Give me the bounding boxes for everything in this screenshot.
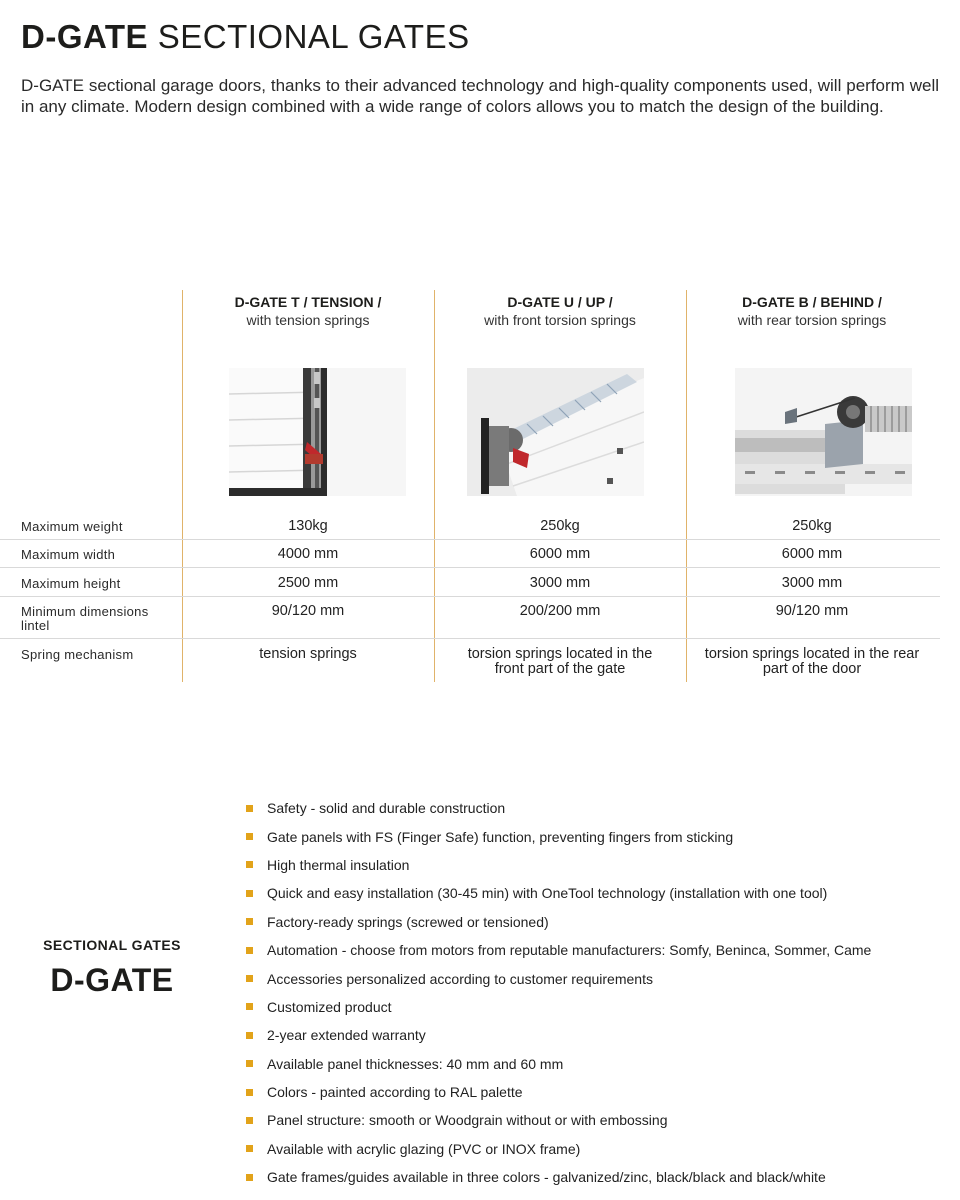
- tension-spring-gate-photo: [229, 368, 406, 496]
- rear-torsion-spring-gate-photo: [735, 368, 912, 496]
- feature-text: Customized product: [267, 998, 392, 1015]
- title-rest: SECTIONAL GATES: [148, 18, 470, 55]
- list-item: [246, 964, 871, 992]
- spec-value: tension springs: [259, 646, 357, 662]
- list-item: [246, 936, 871, 964]
- column-divider: [182, 290, 183, 682]
- spec-value: 250kg: [540, 518, 580, 534]
- brand-name: D-GATE: [50, 962, 174, 998]
- spec-value: 4000 mm: [277, 546, 339, 562]
- bullet-icon: [246, 805, 253, 812]
- feature-text: Gate panels with FS (Finger Safe) function, preventing fingers from sticking: [267, 828, 734, 845]
- spec-label-max-height: Maximum height: [21, 576, 121, 591]
- feature-text: 2-year extended warranty: [267, 1027, 426, 1044]
- column-divider: [434, 290, 435, 682]
- list-item: [246, 908, 871, 936]
- bullet-icon: [246, 890, 253, 897]
- title-brand: D-GATE: [21, 18, 149, 55]
- spec-value: 3000 mm: [781, 575, 843, 591]
- list-item: [246, 1021, 871, 1049]
- list-item: [246, 879, 871, 907]
- spec-value: 2500 mm: [277, 575, 339, 591]
- front-torsion-spring-gate-photo: [467, 368, 644, 496]
- spec-value: torsion springs located in the rear part of the door: [704, 646, 920, 677]
- product-header-up: [434, 293, 686, 330]
- row-divider: [0, 596, 940, 597]
- product-name: D-GATE T / TENSION /: [234, 294, 382, 310]
- list-item: [246, 1050, 871, 1078]
- list-item: [246, 1135, 871, 1163]
- bullet-icon: [246, 1145, 253, 1152]
- list-item: [246, 1106, 871, 1134]
- spec-value: 90/120 mm: [775, 603, 849, 619]
- list-item: [246, 1078, 871, 1106]
- product-name: D-GATE B / BEHIND /: [742, 294, 882, 310]
- spec-label-spring-mechanism: Spring mechanism: [21, 647, 134, 662]
- bullet-icon: [246, 1032, 253, 1039]
- feature-text: Colors - painted according to RAL palette: [267, 1084, 523, 1101]
- spec-value: 6000 mm: [781, 546, 843, 562]
- intro-paragraph: D-GATE sectional garage doors, thanks to their advanced technology and high-quality components used, will perform well in any climate. Modern design combined with a wide range of colors allows you to match the design of the building.: [21, 76, 939, 116]
- list-item: [246, 993, 871, 1021]
- list-item: [246, 1163, 871, 1191]
- feature-text: Gate frames/guides available in three colors - galvanized/zinc, black/black and black/white: [267, 1169, 826, 1186]
- product-name: D-GATE U / UP /: [507, 294, 613, 310]
- product-subtitle: with rear torsion springs: [737, 312, 887, 328]
- list-item: [246, 822, 871, 850]
- feature-text: Safety - solid and durable construction: [267, 800, 506, 817]
- bullet-icon: [246, 1174, 253, 1181]
- feature-list: [246, 794, 871, 1191]
- page-title: [21, 18, 470, 56]
- feature-text: Factory-ready springs (screwed or tensioned): [267, 913, 549, 930]
- row-divider: [0, 567, 940, 568]
- row-divider: [0, 638, 940, 639]
- feature-text: High thermal insulation: [267, 856, 410, 873]
- feature-text: Accessories personalized according to customer requirements: [267, 970, 653, 987]
- bullet-icon: [246, 1060, 253, 1067]
- bullet-icon: [246, 833, 253, 840]
- spec-value: 6000 mm: [529, 546, 591, 562]
- bullet-icon: [246, 918, 253, 925]
- bullet-icon: [246, 1089, 253, 1096]
- spec-label-max-weight: Maximum weight: [21, 519, 123, 534]
- product-header-tension: [182, 293, 434, 330]
- product-header-behind: [686, 293, 938, 330]
- spec-label-min-lintel: Minimum dimensions lintel: [21, 604, 149, 633]
- bullet-icon: [246, 1117, 253, 1124]
- spec-value: 3000 mm: [529, 575, 591, 591]
- spec-value: 250kg: [792, 518, 832, 534]
- spec-value: torsion springs located in the front part of the gate: [467, 646, 653, 677]
- spec-label-max-width: Maximum width: [21, 547, 116, 562]
- bullet-icon: [246, 861, 253, 868]
- feature-text: Automation - choose from motors from reputable manufacturers: Somfy, Beninca, Sommer, Came: [267, 942, 872, 959]
- feature-text: Available with acrylic glazing (PVC or INOX frame): [267, 1140, 581, 1157]
- bullet-icon: [246, 947, 253, 954]
- spec-value: 90/120 mm: [271, 603, 345, 619]
- product-subtitle: with front torsion springs: [484, 312, 636, 328]
- spec-value: 200/200 mm: [519, 603, 601, 619]
- row-divider: [0, 539, 940, 540]
- product-subtitle: with tension springs: [246, 312, 370, 328]
- feature-text: Available panel thicknesses: 40 mm and 60 mm: [267, 1055, 564, 1072]
- column-divider: [686, 290, 687, 682]
- list-item: [246, 851, 871, 879]
- bullet-icon: [246, 975, 253, 982]
- list-item: [246, 794, 871, 822]
- brand-subtitle: SECTIONAL GATES: [43, 937, 181, 953]
- feature-text: Panel structure: smooth or Woodgrain without or with embossing: [267, 1112, 668, 1129]
- feature-text: Quick and easy installation (30-45 min) with OneTool technology (installation with one tool): [267, 885, 828, 902]
- bullet-icon: [246, 1003, 253, 1010]
- spec-value: 130kg: [288, 518, 328, 534]
